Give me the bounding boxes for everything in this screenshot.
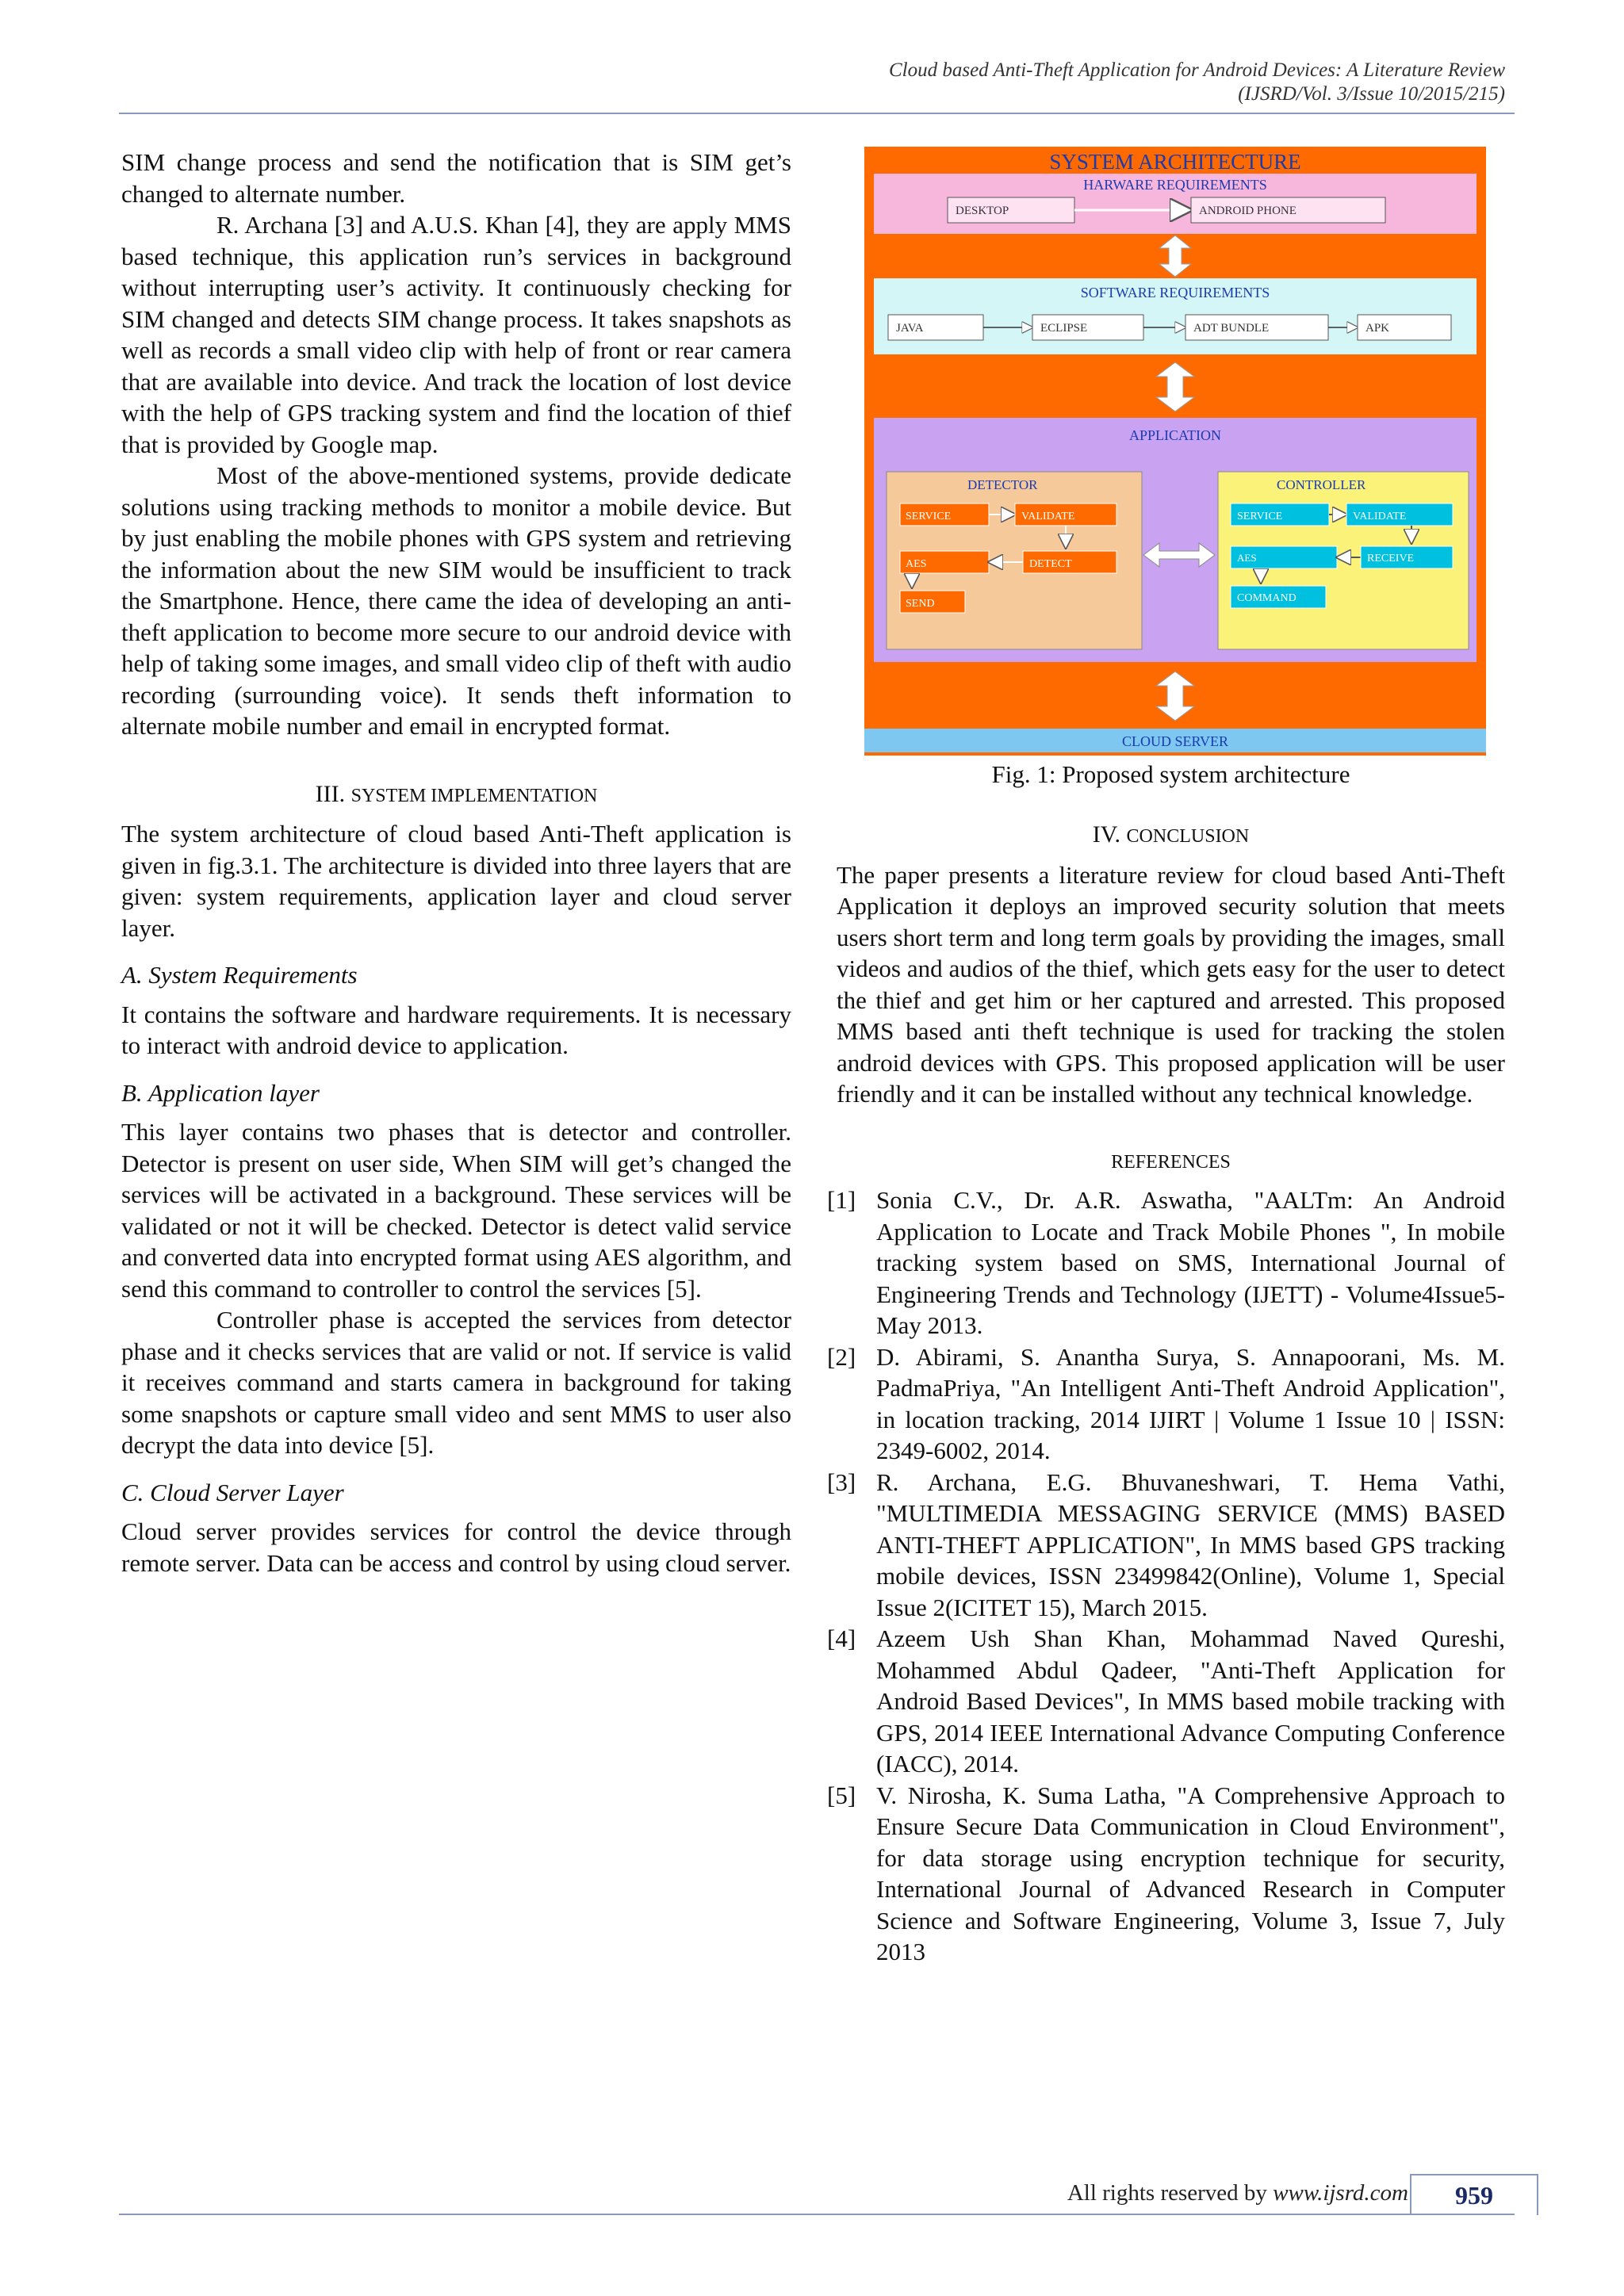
header-title: Cloud based Anti-Theft Application for Android Devices: A Literature Review xyxy=(888,59,1505,81)
reference-list xyxy=(827,1184,1505,1968)
footer-rights xyxy=(1067,2180,1408,2206)
paragraph-sim-change: SIM change process and send the notification that is SIM get’s changed to alternate number. xyxy=(121,148,791,208)
reference-item xyxy=(827,1184,1505,1341)
reference-text: R. Archana, E.G. Bhuvaneshwari, T. Hema Vathi, "MULTIMEDIA MESSAGING SERVICE (MMS) BASED ANTI-THEFT APPLICATION", In MMS based GPS tracking mobile devices, ISSN 23499842(Online), Volume 1, Special Issue 2(ICITET 15), March 2015. xyxy=(876,1468,1505,1621)
paragraph-cloud-server: Cloud server provides services for control the device through remote server. Data can be access and control by using cloud server. xyxy=(121,1517,791,1577)
sw-java-label: JAVA xyxy=(896,322,924,335)
ctl-service-label: SERVICE xyxy=(1237,511,1283,522)
ctl-command-label: COMMAND xyxy=(1237,592,1297,604)
section-title: SYSTEM IMPLEMENTATION xyxy=(350,785,598,806)
right-column xyxy=(827,147,1505,1968)
paragraph-existing-systems: Most of the above-mentioned systems, provide dedicate solutions using tracking methods to monitor a mobile device. But by just enabling the mobile phones with GPS system and retrieving the information about the new SIM would be insufficient to track the Smartphone. Hence, there came the idea of developing an anti-theft application to become more secure to our android device with help of taking some images, and small video clip of theft with audio recording (surrounding voice). It sends theft information to alternate mobile number and email in encrypted format. xyxy=(121,461,791,740)
reference-item xyxy=(827,1341,1505,1467)
figure-caption: Fig. 1: Proposed system architecture xyxy=(991,760,1350,788)
section-title: CONCLUSION xyxy=(1126,826,1250,847)
reference-text: Sonia C.V., Dr. A.R. Aswatha, "AALTm: An Android Application to Locate and Track Mobile Phones ", In mobile tracking system based on SMS, International Journal of Engineering Trends and Technology (IJETT) - Volume4Issue5- May 2013. xyxy=(876,1186,1505,1339)
reference-text: V. Nirosha, K. Suma Latha, "A Comprehensive Approach to Ensure Secure Data Communication in Cloud Environment", for data storage using encryption technique for security, International Journal of Advanced Research in Computer Science and Software Engineering, Volume 3, Issue 7, July 2013 xyxy=(876,1781,1505,1965)
header-rule xyxy=(119,113,1515,114)
det-validate-label: VALIDATE xyxy=(1021,511,1075,522)
section-number: IV. xyxy=(1092,821,1121,848)
sw-eclipse-label: ECLIPSE xyxy=(1040,322,1088,335)
detector-label: DETECTOR xyxy=(967,477,1038,492)
footer-site-link[interactable]: www.ijsrd.com xyxy=(1273,2180,1408,2206)
paragraph-archana-khan: R. Archana [3] and A.U.S. Khan [4], they are apply MMS based technique, this application run’s services in background without interrupting user’s activity. It continuously checking for SIM changed and detects SIM change process. It takes snapshots as well as records a small video clip with help of front or rear camera that are available into device. And track the location of lost device with the help of GPS tracking system and find the location of thief that is provided by Google map. xyxy=(121,211,791,458)
subsection-heading-application-layer: B. Application layer xyxy=(121,1078,320,1107)
header-volume: (IJSRD/Vol. 3/Issue 10/2015/215) xyxy=(1238,83,1505,105)
paragraph-conclusion: The paper presents a literature review for cloud based Anti-Theft Application it deploys an improved security solution that meets users short term and long term goals by providing the images, small videos and audios of the thief, which gets easy for the user to detect the thief and get him or her captured and arrested. This proposed MMS based anti theft technique is used for tracking the stolen android devices with GPS. This proposed application will be user friendly and it can be installed without any technical knowledge. xyxy=(837,860,1505,1108)
references-title: REFERENCES xyxy=(1111,1151,1231,1173)
ctl-validate-label: VALIDATE xyxy=(1353,511,1407,522)
hardware-label: HARWARE REQUIREMENTS xyxy=(1083,177,1267,193)
reference-text: Azeem Ush Shan Khan, Mohammad Naved Qureshi, Mohammed Abdul Qadeer, "Anti-Theft Application for Android Based Devices", In MMS based mobile tracking with GPS, 2014 IEEE International Advance Computing Conference (IACC), 2014. xyxy=(876,1624,1505,1777)
det-aes-label: AES xyxy=(906,558,927,570)
architecture-figure xyxy=(864,147,1486,756)
reference-number: [1] xyxy=(827,1186,856,1214)
subsection-heading-cloud-server: C. Cloud Server Layer xyxy=(121,1478,344,1506)
det-service-label: SERVICE xyxy=(906,511,952,522)
section-heading-conclusion xyxy=(837,819,1505,853)
cloud-label: CLOUD SERVER xyxy=(1121,733,1229,749)
sw-adt-label: ADT BUNDLE xyxy=(1193,322,1270,335)
det-detect-label: DETECT xyxy=(1029,558,1072,570)
hw-phone-label: ANDROID PHONE xyxy=(1199,205,1297,217)
diagram-title: SYSTEM ARCHITECTURE xyxy=(1049,150,1301,174)
application-label: APPLICATION xyxy=(1128,427,1222,443)
reference-text: D. Abirami, S. Anantha Surya, S. Annapoorani, Ms. M. PadmaPriya, "An Intelligent Anti-Theft Android Application", in location tracking, 2014 IJIRT | Volume 1 Issue 10 | ISSN: 2349-6002, 2014. xyxy=(876,1342,1505,1464)
footer-prefix: All rights reserved by xyxy=(1067,2180,1274,2206)
reference-number: [5] xyxy=(827,1781,856,1809)
paragraph-application-layer: This layer contains two phases that is detector and controller. Detector is present on user side, When SIM will get’s changed the services will be activated in a background. These services will be validated or not it will be checked. Detector is detect valid service and converted data into encrypted format using AES algorithm, and send this command to controller to control the services [5]. xyxy=(121,1118,791,1303)
reference-number: [2] xyxy=(827,1342,856,1371)
hw-desktop-label: DESKTOP xyxy=(956,205,1009,217)
det-send-label: SEND xyxy=(906,598,935,610)
ctl-aes-label: AES xyxy=(1237,552,1257,564)
page-number: 959 xyxy=(1410,2174,1538,2215)
references-heading xyxy=(837,1145,1505,1179)
running-header xyxy=(474,59,1505,106)
left-column xyxy=(121,147,791,1578)
reference-item xyxy=(827,1780,1505,1968)
reference-number: [3] xyxy=(827,1468,856,1496)
section-number: III. xyxy=(315,780,346,807)
reference-number: [4] xyxy=(827,1624,856,1652)
subsection-heading-system-requirements: A. System Requirements xyxy=(121,961,358,989)
software-label: SOFTWARE REQUIREMENTS xyxy=(1080,285,1270,300)
section-heading-implementation xyxy=(121,779,791,813)
paragraph-architecture: The system architecture of cloud based Anti-Theft application is given in fig.3.1. The architecture is divided into three layers that are given: system requirements, application layer and cloud server layer. xyxy=(121,820,791,942)
reference-item xyxy=(827,1467,1505,1624)
footer-rule xyxy=(119,2214,1515,2215)
reference-item xyxy=(827,1623,1505,1780)
paragraph-system-requirements: It contains the software and hardware requirements. It is necessary to interact with android device to application. xyxy=(121,1000,791,1059)
ctl-receive-label: RECEIVE xyxy=(1367,553,1415,564)
paragraph-controller-phase: Controller phase is accepted the services from detector phase and it checks services that are valid or not. If service is valid it receives command and starts camera in background for taking some snapshots or capture small video and sent MMS to user also decrypt the data into device [5]. xyxy=(121,1306,791,1459)
sw-apk-label: APK xyxy=(1365,322,1390,335)
architecture-diagram xyxy=(864,147,1486,756)
controller-label: CONTROLLER xyxy=(1277,477,1366,492)
